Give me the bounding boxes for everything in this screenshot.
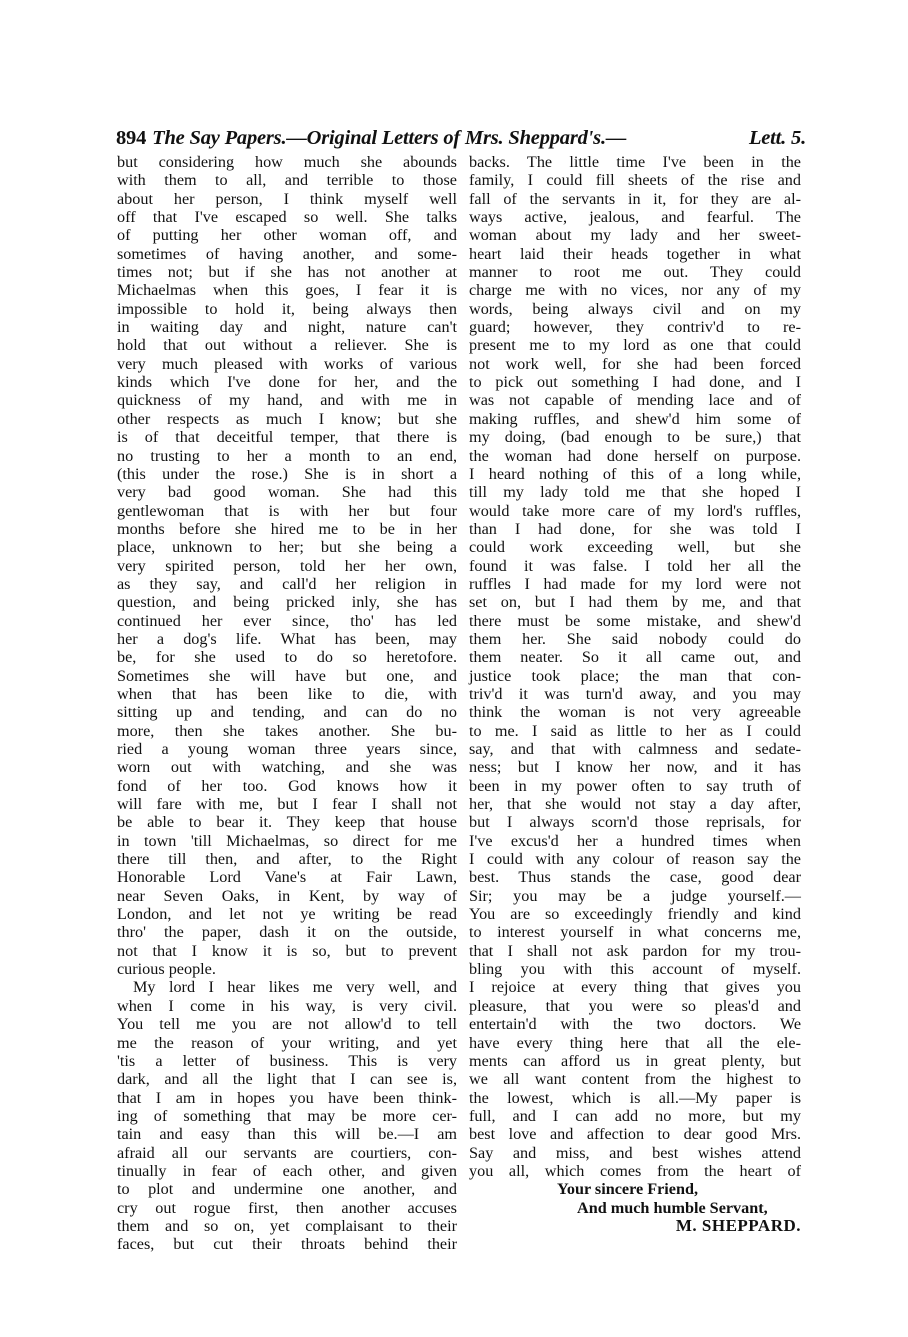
text-line: pleasure, that you were so pleas'd and — [469, 996, 801, 1015]
text-line: I could with any colour of reason say the — [469, 850, 801, 869]
text-line: tinually in fear of each other, and given — [117, 1161, 457, 1180]
text-line: have every thing here that all the ele- — [469, 1033, 801, 1052]
text-line: in waiting day and night, nature can't — [117, 318, 457, 337]
text-line: Michaelmas when this goes, I fear it is — [117, 281, 457, 300]
text-line: think the woman is not very agreeable — [469, 703, 801, 722]
text-line: them neater. So it all came out, and — [469, 648, 801, 667]
text-line: place, unknown to her; but she being a — [117, 538, 457, 557]
letter-salutation: Your sincere Friend, — [557, 1180, 699, 1199]
text-line: not that I know it is so, but to prevent — [117, 941, 457, 960]
text-line: could work exceeding well, but she — [469, 538, 801, 557]
text-line: with them to all, and terrible to those — [117, 171, 457, 190]
text-line: ried a young woman three years since, — [117, 740, 457, 758]
text-line: her a dog's life. What has been, may — [117, 629, 457, 648]
text-line: will fare with me, but I fear I shall not — [117, 795, 457, 814]
text-line: I rejoice at every thing that gives you — [469, 978, 801, 997]
text-line: more, then she takes another. She bu- — [117, 721, 457, 740]
letter-subscription: And much humble Servant, — [577, 1198, 768, 1217]
text-line: my doing, (bad enough to be sure,) that — [469, 428, 801, 447]
text-line: in town 'till Michaelmas, so direct for me — [117, 831, 457, 850]
text-line: afraid all our servants are courtiers, con- — [117, 1143, 457, 1162]
text-line: curious people. — [117, 960, 216, 979]
text-line: found it was false. I told her all the — [469, 556, 801, 575]
text-line: quickness of my hand, and with me in — [117, 391, 457, 410]
text-line: impossible to hold it, being always then — [117, 299, 457, 318]
text-line: Sometimes she will have but one, and — [117, 666, 457, 685]
text-line: family, I could fill sheets of the rise and — [469, 171, 801, 190]
text-line: question, and being pricked inly, she has — [117, 593, 457, 612]
text-line: making ruffles, and shew'd him some of — [469, 409, 801, 428]
text-line: bling you with this account of myself. — [469, 960, 801, 979]
text-line: them her. She said nobody could do — [469, 629, 801, 648]
text-line: to pick out something I had done, and I — [469, 373, 801, 392]
text-line: would take more care of my lord's ruffles, — [469, 501, 801, 520]
text-line: sometimes of having another, and some- — [117, 244, 457, 263]
text-line: not work well, for she had been forced — [469, 354, 801, 373]
text-line: very much pleased with works of various — [117, 354, 457, 373]
right-column — [469, 153, 801, 1235]
text-line: ing of something that may be more cer- — [117, 1106, 457, 1125]
text-line: I heard nothing of this of a long while, — [469, 464, 801, 483]
text-line: cry out rogue first, then another accuses — [117, 1198, 457, 1217]
text-line: words, being always civil and on my — [469, 299, 801, 318]
text-line: tain and easy than this will be.—I am — [117, 1125, 457, 1144]
text-line: best love and affection to dear good Mrs. — [469, 1125, 801, 1144]
text-line: ness; but I know her now, and it has — [469, 758, 801, 777]
text-line: very spirited person, told her her own, — [117, 556, 457, 575]
text-line: guard; however, they contriv'd to re- — [469, 318, 801, 337]
text-line: London, and let not ye writing be read — [117, 905, 457, 924]
text-line: justice took place; the man that con- — [469, 666, 801, 685]
text-line: be able to bear it. They keep that house — [117, 813, 457, 832]
text-line: I've excus'd her a hundred times when — [469, 831, 801, 850]
text-line: very bad good woman. She had this — [117, 483, 457, 502]
text-line: hold that out without a reliever. She is — [117, 336, 457, 355]
text-line: gentlewoman that is with her but four — [117, 501, 457, 520]
text-line: kinds which I've done for her, and the — [117, 373, 457, 392]
text-line: was not capable of mending lace and of — [469, 391, 801, 410]
text-line: the lowest, which is all.—My paper is — [469, 1088, 801, 1107]
text-line: manner to root me out. They could — [469, 263, 801, 282]
text-line: ruffles I had made for my lord were not — [469, 574, 801, 593]
text-line: Say and miss, and best wishes attend — [469, 1143, 801, 1162]
text-line: (this under the rose.) She is in short a — [117, 464, 457, 483]
running-title: The Say Papers.—Original Letters of Mrs. Sheppard's.— — [152, 127, 627, 149]
text-line: say, and that with calmness and sedate- — [469, 740, 801, 758]
text-line: when I come in his way, is very civil. — [117, 996, 457, 1015]
text-line: other respects as much I know; but she — [117, 409, 457, 428]
text-line: heart laid their heads together in what — [469, 244, 801, 263]
text-line: her, that she would not stay a day after, — [469, 795, 801, 814]
text-line: than I had done, for she was told I — [469, 519, 801, 538]
text-line: times not; but if she has not another at — [117, 263, 457, 282]
text-line: we all want content from the highest to — [469, 1070, 801, 1089]
text-line: there till then, and after, to the Right — [117, 850, 457, 869]
text-line: present me to my lord as one that could — [469, 336, 801, 355]
text-line: as they say, and call'd her religion in — [117, 574, 457, 593]
text-line: triv'd it was turn'd away, and you may — [469, 684, 801, 703]
text-line: You are so exceedingly friendly and kind — [469, 905, 801, 924]
text-line: You tell me you are not allow'd to tell — [117, 1015, 457, 1034]
page-number: 894 — [116, 127, 147, 149]
text-line: is of that deceitful temper, that there is — [117, 428, 457, 447]
text-line: that I shall not ask pardon for my trou- — [469, 941, 801, 960]
text-line: Honorable Lord Vane's at Fair Lawn, — [117, 868, 457, 887]
text-line: full, and I can add no more, but my — [469, 1106, 801, 1125]
left-column — [117, 153, 457, 1254]
text-line: that I am in hopes you have been think- — [117, 1088, 457, 1107]
text-line: to me. I said as little to her as I could — [469, 721, 801, 740]
text-line: set on, but I had them by me, and that — [469, 593, 801, 612]
text-line: till my lady told me that she hoped I — [469, 483, 801, 502]
text-line: charge me with no vices, nor any of my — [469, 281, 801, 300]
text-line: near Seven Oaks, in Kent, by way of — [117, 886, 457, 905]
text-line: them and so on, yet complaisant to their — [117, 1216, 457, 1235]
text-line: me the reason of your writing, and yet — [117, 1033, 457, 1052]
text-line: ways active, jealous, and fearful. The — [469, 208, 801, 227]
text-line: fond of her too. God knows how it — [117, 776, 457, 795]
text-line: off that I've escaped so well. She talks — [117, 208, 457, 227]
text-line: about her person, I think myself well — [117, 189, 457, 208]
text-line: continued her ever since, tho' has led — [117, 611, 457, 630]
text-line: ments can afford us in great plenty, but — [469, 1051, 801, 1070]
text-line: dark, and all the light that I can see is, — [117, 1070, 457, 1089]
text-line: best. Thus stands the case, good dear — [469, 868, 801, 887]
running-head — [116, 127, 806, 153]
text-line: but I always scorn'd those reprisals, for — [469, 813, 801, 832]
text-line: the woman had done herself on purpose. — [469, 446, 801, 465]
text-line: to plot and undermine one another, and — [117, 1180, 457, 1199]
text-line: months before she hired me to be in her — [117, 519, 457, 538]
text-line: worn out with watching, and she was — [117, 758, 457, 777]
text-line: you all, which comes from the heart of — [469, 1161, 801, 1180]
text-line: faces, but cut their throats behind their — [117, 1235, 457, 1254]
text-line: of putting her other woman off, and — [117, 226, 457, 245]
text-line: but considering how much she abounds — [117, 153, 457, 171]
letter-signature: M. SHEPPARD. — [675, 1215, 801, 1235]
text-line: woman about my lady and her sweet- — [469, 226, 801, 245]
text-line: no trusting to her a month to an end, — [117, 446, 457, 465]
letter-number: Lett. 5. — [748, 127, 806, 149]
text-line: thro' the paper, dash it on the outside, — [117, 923, 457, 942]
text-line: when that has been like to die, with — [117, 684, 457, 703]
text-line: there must be some mistake, and shew'd — [469, 611, 801, 630]
text-line: fall of the servants in it, for they are al- — [469, 189, 801, 208]
paragraph-start-line: My lord I hear likes me very well, and — [133, 978, 457, 997]
text-line: entertain'd with the two doctors. We — [469, 1015, 801, 1034]
text-line: be, for she used to do so heretofore. — [117, 648, 457, 667]
text-line: 'tis a letter of business. This is very — [117, 1051, 457, 1070]
text-line: backs. The little time I've been in the — [469, 153, 801, 171]
text-line: sitting up and tending, and can do no — [117, 703, 457, 722]
text-line: Sir; you may be a judge yourself.— — [469, 886, 801, 905]
text-line: to interest yourself in what concerns me, — [469, 923, 801, 942]
text-line: been in my power often to say truth of — [469, 776, 801, 795]
